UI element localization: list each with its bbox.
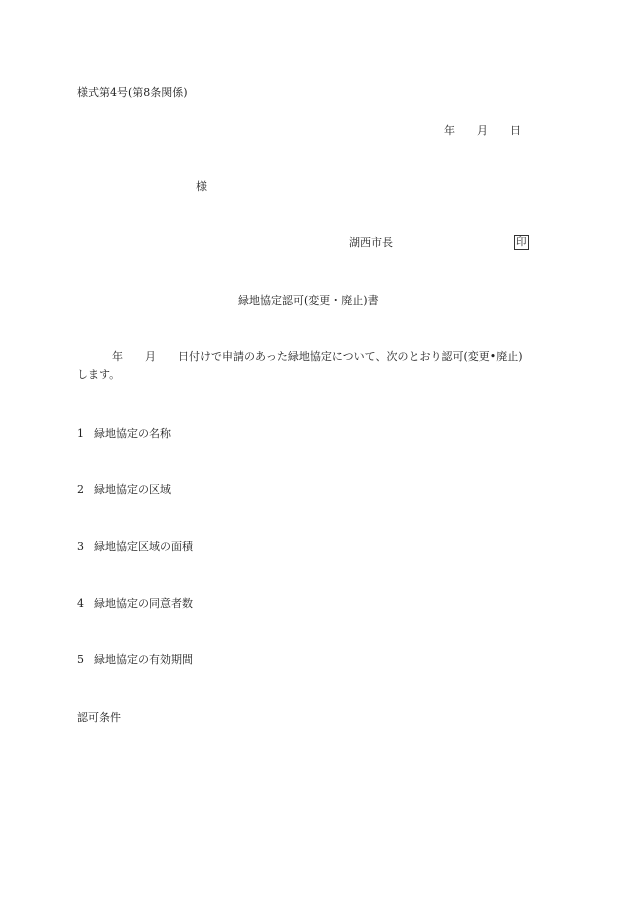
item-label: 緑地協定の区域 [94, 483, 171, 496]
item-number: 3 [77, 540, 84, 553]
item-number: 1 [77, 427, 84, 440]
list-item [77, 541, 193, 552]
body-text-line-1 [112, 351, 523, 362]
body-year-label: 年 [112, 350, 123, 363]
body-text: 日付けで申請のあった緑地協定について、次のとおり認可(変更•廃止) [178, 350, 523, 363]
list-item [77, 598, 193, 609]
date-year-label: 年 [444, 124, 455, 137]
item-number: 5 [77, 653, 84, 666]
date-day-label: 日 [510, 124, 521, 137]
issuer-name: 湖西市長 [349, 236, 393, 249]
addressee-honorific: 様 [196, 180, 207, 193]
seal-mark: 印 [516, 236, 527, 248]
body-month-label: 月 [145, 350, 156, 363]
list-item [77, 654, 193, 665]
date-month-label: 月 [477, 124, 488, 137]
body-text-line-2: します。 [77, 368, 121, 381]
item-label: 緑地協定区域の面積 [94, 540, 193, 553]
list-item [77, 484, 171, 495]
conditions-heading: 認可条件 [77, 711, 121, 724]
item-number: 2 [77, 483, 84, 496]
document-title: 緑地協定認可(変更・廃止)書 [238, 294, 379, 307]
list-item [77, 428, 171, 439]
form-number: 様式第4号(第8条関係) [77, 86, 188, 99]
date-line [444, 125, 521, 136]
item-label: 緑地協定の有効期間 [94, 653, 193, 666]
item-label: 緑地協定の同意者数 [94, 597, 193, 610]
item-number: 4 [77, 597, 84, 610]
item-label: 緑地協定の名称 [94, 427, 171, 440]
